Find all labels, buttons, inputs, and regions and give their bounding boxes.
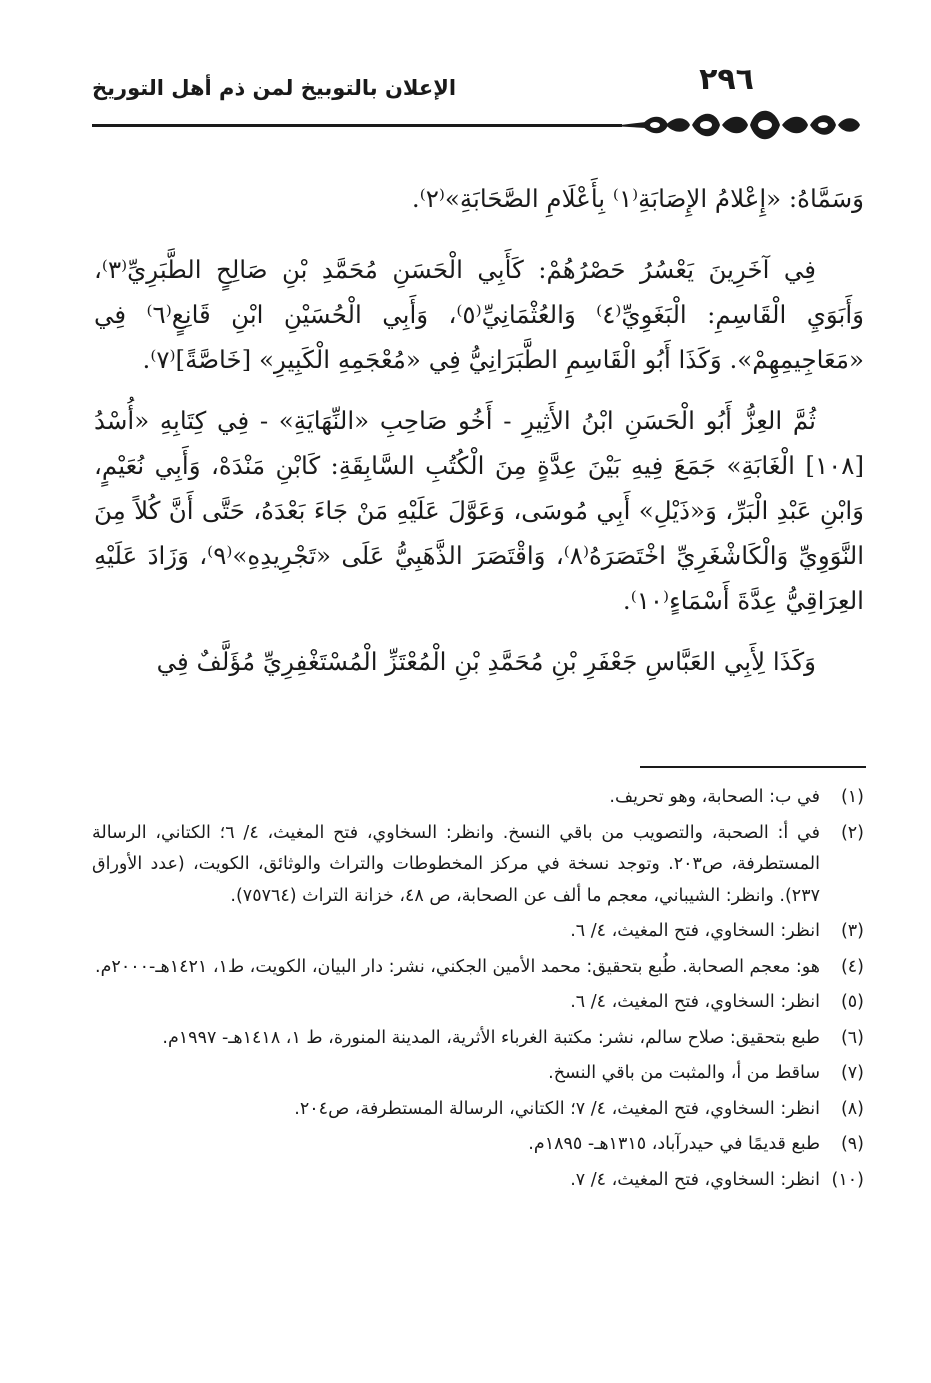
main-text	[94, 176, 864, 700]
footnote	[92, 1094, 864, 1126]
footnote-text: انظر: السخاوي، فتح المغيث، ٤/ ٦.	[570, 992, 820, 1012]
footnote-number: (٨)	[840, 1098, 864, 1119]
footnote-number: (١)	[840, 787, 864, 807]
footnote	[92, 1165, 864, 1197]
footnotes	[92, 782, 864, 1200]
footnote	[92, 782, 864, 814]
footnote	[92, 818, 864, 913]
footnote-number: (١٠)	[831, 1169, 864, 1190]
footnote-number: (٢)	[840, 822, 864, 843]
running-title: الإعلان بالتوبيخ لمن ذم أهل التوريخ	[92, 76, 457, 100]
footnote-number: (٦)	[840, 1027, 864, 1048]
footnote-number: (٥)	[840, 992, 864, 1012]
footnote-text: انظر: السخاوي، فتح المغيث، ٤/ ٧؛ الكتاني، الرسالة المستطرفة، ص٢٠٤.	[294, 1098, 820, 1119]
footnote-text: انظر: السخاوي، فتح المغيث، ٤/ ٧.	[570, 1169, 820, 1190]
footnote-number: (٩)	[840, 1134, 864, 1154]
footnote-number: (٣)	[840, 921, 864, 941]
footnote-text: طبع قديمًا في حيدرآباد، ١٣١٥هـ- ١٨٩٥م.	[528, 1134, 820, 1154]
paragraph: فِي آخَرِينَ يَعْسُرُ حَصْرُهُمْ: كَأَبِي الْحَسَنِ مُحَمَّدِ بْنِ صَالِحٍ الطَّبَرِيِّ⁽٣⁾، وَأَبَوَيِ الْقَاسِمِ: الْبَغَوِيِّ⁽٤⁾ وَالعُثْمَانِيِّ⁽٥⁾، وَأَبِي الْحُسَيْنِ ابْنِ قَانِعٍ⁽٦⁾ فِي «مَعَاجِيمِهِمْ». وَكَذَا أَبُو الْقَاسِمِ الطَّبَرَانِيُّ فِي «مُعْجَمِهِ الْكَبِيرِ» [خَاصَّةً]⁽٧⁾.	[94, 255, 865, 374]
paragraph: وَسَمَّاهُ: «إِعْلامُ الإِصَابَةِ⁽١⁾ بِأَعْلَامِ الصَّحَابَةِ»⁽٢⁾.	[411, 184, 864, 213]
footnote	[92, 1023, 864, 1055]
footnote-text: طبع بتحقيق: صلاح سالم، نشر: مكتبة الغرباء الأثرية، المدينة المنورة، ط ١، ١٤١٨هـ- ١٩٩٧م.	[162, 1027, 820, 1048]
paragraph: وَكَذَا لِأَبِي العَبَّاسِ جَعْفَرِ بْنِ مُحَمَّدِ بْنِ الْمُعْتَزِّ الْمُسْتَغْفِرِيِّ مُؤَلَّفٌ فِي	[156, 647, 816, 676]
footnote-text: في أ: الصحبة، والتصويب من باقي النسخ. وانظر: السخاوي، فتح المغيث، ٤/ ٦؛ الكتاني، الرسالة المستطرفة، ص٢٠٣. وتوجد نسخة في مركز المخطوطات والتراث والوثائق، الكويت، (عدد الأوراق ٢٣٧). وانظر: الشيباني، معجم ما ألف عن الصحابة، ص ٤٨، خزانة التراث (٧٥٧٦٤).	[92, 822, 821, 906]
header-ornament	[612, 104, 866, 146]
footnote	[92, 916, 864, 948]
header-rule	[92, 124, 622, 127]
footnote-separator	[640, 766, 866, 768]
footnote	[92, 1058, 864, 1090]
footnote-text: هو: معجم الصحابة. طُبع بتحقيق: محمد الأمين الجكني، نشر: دار البيان، الكويت، ط١، ١٤٢١هـ-٢٠٠٠م.	[95, 956, 820, 977]
footnote-number: (٧)	[840, 1063, 864, 1083]
footnote-text: في ب: الصحابة، وهو تحريف.	[609, 787, 820, 807]
footnote-text: انظر: السخاوي، فتح المغيث، ٤/ ٦.	[570, 921, 820, 941]
footnote	[92, 952, 864, 984]
footnote	[92, 987, 864, 1019]
footnote	[92, 1129, 864, 1161]
footnote-number: (٤)	[840, 956, 864, 977]
paragraph: ثُمَّ العِزُّ أَبُو الْحَسَنِ ابْنُ الأَثِيرِ - أَخُو صَاحِبِ «النِّهَايَةِ» - فِي كِتَابِهِ «أُسْدُ [١٠٨] الْغَابَةِ» جَمَعَ فِيهِ بَيْنَ عِدَّةٍ مِنَ الْكُتُبِ السَّابِقَةِ: كَابْنِ مَنْدَهْ، وَأَبِي نُعَيْمٍ، وَابْنِ عَبْدِ الْبَرِّ، وَ«ذَيْلِ» أَبِي مُوسَى، وَعَوَّلَ عَلَيْهِ مَنْ جَاءَ بَعْدَهُ، حَتَّى أَنَّ كُلاً مِنَ النَّوَوِيِّ وَالْكَاشْغَرِيِّ اخْتَصَرَهُ⁽٨⁾، وَاقْتَصَرَ الذَّهَبِيُّ عَلَى «تَجْرِيدِهِ»⁽٩⁾، وَزَادَ عَلَيْهِ العِرَاقِيُّ عِدَّةَ أَسْمَاءٍ⁽١٠⁾.	[94, 406, 865, 615]
page-number: ٢٩٦	[699, 62, 754, 97]
footnote-text: ساقط من أ، والمثبت من باقي النسخ.	[548, 1063, 820, 1083]
